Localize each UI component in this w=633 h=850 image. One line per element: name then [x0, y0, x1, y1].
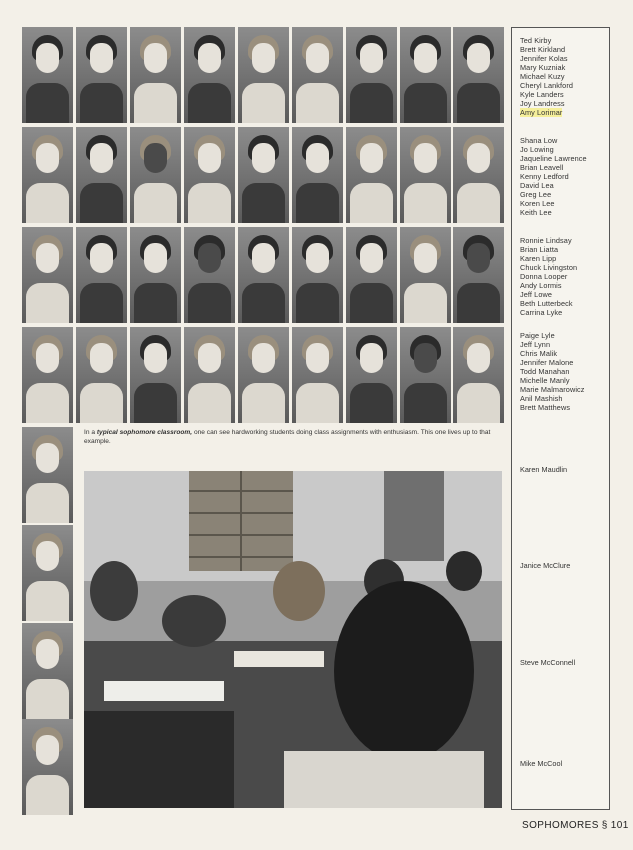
- student-portrait: [22, 719, 73, 815]
- student-portrait: [22, 327, 73, 423]
- page-number: 101: [610, 820, 629, 831]
- student-portrait: [346, 227, 397, 323]
- names-block-row-4: [520, 331, 585, 412]
- student-name: Carrina Lyke: [520, 308, 563, 317]
- student-name: Anil Mashish: [520, 394, 563, 403]
- student-name: Jennifer Kolas: [520, 54, 568, 63]
- caption-lead: In a: [84, 429, 97, 436]
- student-name: Karen Lipp: [520, 254, 557, 263]
- student-name: Greg Lee: [520, 190, 552, 199]
- student-portrait: [238, 27, 289, 123]
- student-portrait: [238, 127, 289, 223]
- student-portrait: [453, 227, 504, 323]
- student-portrait: [76, 227, 127, 323]
- student-portrait: [184, 327, 235, 423]
- student-name: Mike McCool: [520, 759, 563, 768]
- student-portrait: [292, 127, 343, 223]
- student-name: Chris Malik: [520, 349, 558, 358]
- student-portrait: [400, 27, 451, 123]
- student-portrait: [292, 27, 343, 123]
- student-name: Janice McClure: [520, 561, 571, 570]
- photo-caption: [84, 428, 502, 446]
- section-symbol: §: [601, 820, 608, 831]
- student-name: Todd Manahan: [520, 367, 570, 376]
- student-name: Chuck Livingston: [520, 263, 578, 272]
- student-name: Brian Leavell: [520, 163, 564, 172]
- student-portrait: [453, 127, 504, 223]
- student-name: Ted Kirby: [520, 36, 552, 45]
- student-name: Shana Low: [520, 136, 558, 145]
- student-name: Beth Lutterbeck: [520, 299, 573, 308]
- names-panel: [511, 27, 610, 810]
- student-name: Donna Looper: [520, 272, 568, 281]
- student-portrait: [400, 327, 451, 423]
- student-portrait: [453, 27, 504, 123]
- student-portrait: [292, 227, 343, 323]
- student-name: Cheryl Lankford: [520, 81, 574, 90]
- student-portrait: [130, 127, 181, 223]
- student-name: David Lea: [520, 181, 554, 190]
- student-portrait: [22, 127, 73, 223]
- student-name: Jeff Lowe: [520, 290, 553, 299]
- student-portrait: [184, 27, 235, 123]
- names-block-row-1: [520, 36, 573, 117]
- student-portrait: [22, 623, 73, 719]
- student-portrait: [346, 327, 397, 423]
- student-portrait: [346, 127, 397, 223]
- student-name-highlighted: Amy Lorimar: [520, 108, 563, 117]
- student-portrait: [130, 227, 181, 323]
- student-name: Jaqueline Lawrence: [520, 154, 587, 163]
- student-name: Michelle Manly: [520, 376, 570, 385]
- student-name: Jennifer Malone: [520, 358, 574, 367]
- student-portrait: [76, 127, 127, 223]
- portrait-row-4: [22, 327, 504, 425]
- student-name: Brian Liatta: [520, 245, 559, 254]
- section-title: SOPHOMORES: [522, 820, 599, 831]
- student-portrait: [76, 27, 127, 123]
- student-name: Brett Matthews: [520, 403, 571, 412]
- student-portrait: [184, 127, 235, 223]
- caption-emphasis: typical sophomore classroom,: [96, 429, 193, 436]
- student-name: Keith Lee: [520, 208, 552, 217]
- page-footer: [522, 820, 629, 831]
- portrait-row-1: [22, 27, 504, 125]
- student-name: Mary Kuzniak: [520, 63, 566, 72]
- student-name: Jeff Lynn: [520, 340, 551, 349]
- student-portrait: [22, 525, 73, 621]
- classroom-photo: [84, 471, 502, 808]
- student-name: Steve McConnell: [520, 658, 576, 667]
- student-portrait: [22, 27, 73, 123]
- student-name: Ronnie Lindsay: [520, 236, 572, 245]
- names-block-row-2: [520, 136, 587, 217]
- student-portrait: [76, 327, 127, 423]
- student-portrait: [400, 127, 451, 223]
- student-portrait: [346, 27, 397, 123]
- student-portrait: [292, 327, 343, 423]
- student-portrait: [184, 227, 235, 323]
- student-name: Marie Malmarowicz: [520, 385, 585, 394]
- student-portrait: [130, 327, 181, 423]
- student-portrait: [130, 27, 181, 123]
- portrait-row-2: [22, 127, 504, 225]
- caption-text: one can see hardworking students doing class assignments with enthusiasm. This one lives up to that example.: [84, 429, 491, 445]
- student-name: Karen Maudlin: [520, 465, 568, 474]
- student-name: Michael Kuzy: [520, 72, 565, 81]
- student-name: Andy Lormis: [520, 281, 562, 290]
- student-portrait: [453, 327, 504, 423]
- student-portrait: [238, 327, 289, 423]
- student-name: Koren Lee: [520, 199, 555, 208]
- names-block-row-3: [520, 236, 577, 317]
- student-portrait: [22, 227, 73, 323]
- classroom-scene-illustration: [84, 471, 502, 808]
- student-name: Brett Kirkland: [520, 45, 566, 54]
- student-name: Joy Landress: [520, 99, 565, 108]
- student-name: Paige Lyle: [520, 331, 555, 340]
- student-name: Kenny Ledford: [520, 172, 569, 181]
- student-portrait: [22, 427, 73, 523]
- student-name: Kyle Landers: [520, 90, 564, 99]
- portrait-row-3: [22, 227, 504, 325]
- student-portrait: [400, 227, 451, 323]
- student-name: Jo Lowing: [520, 145, 554, 154]
- student-portrait: [238, 227, 289, 323]
